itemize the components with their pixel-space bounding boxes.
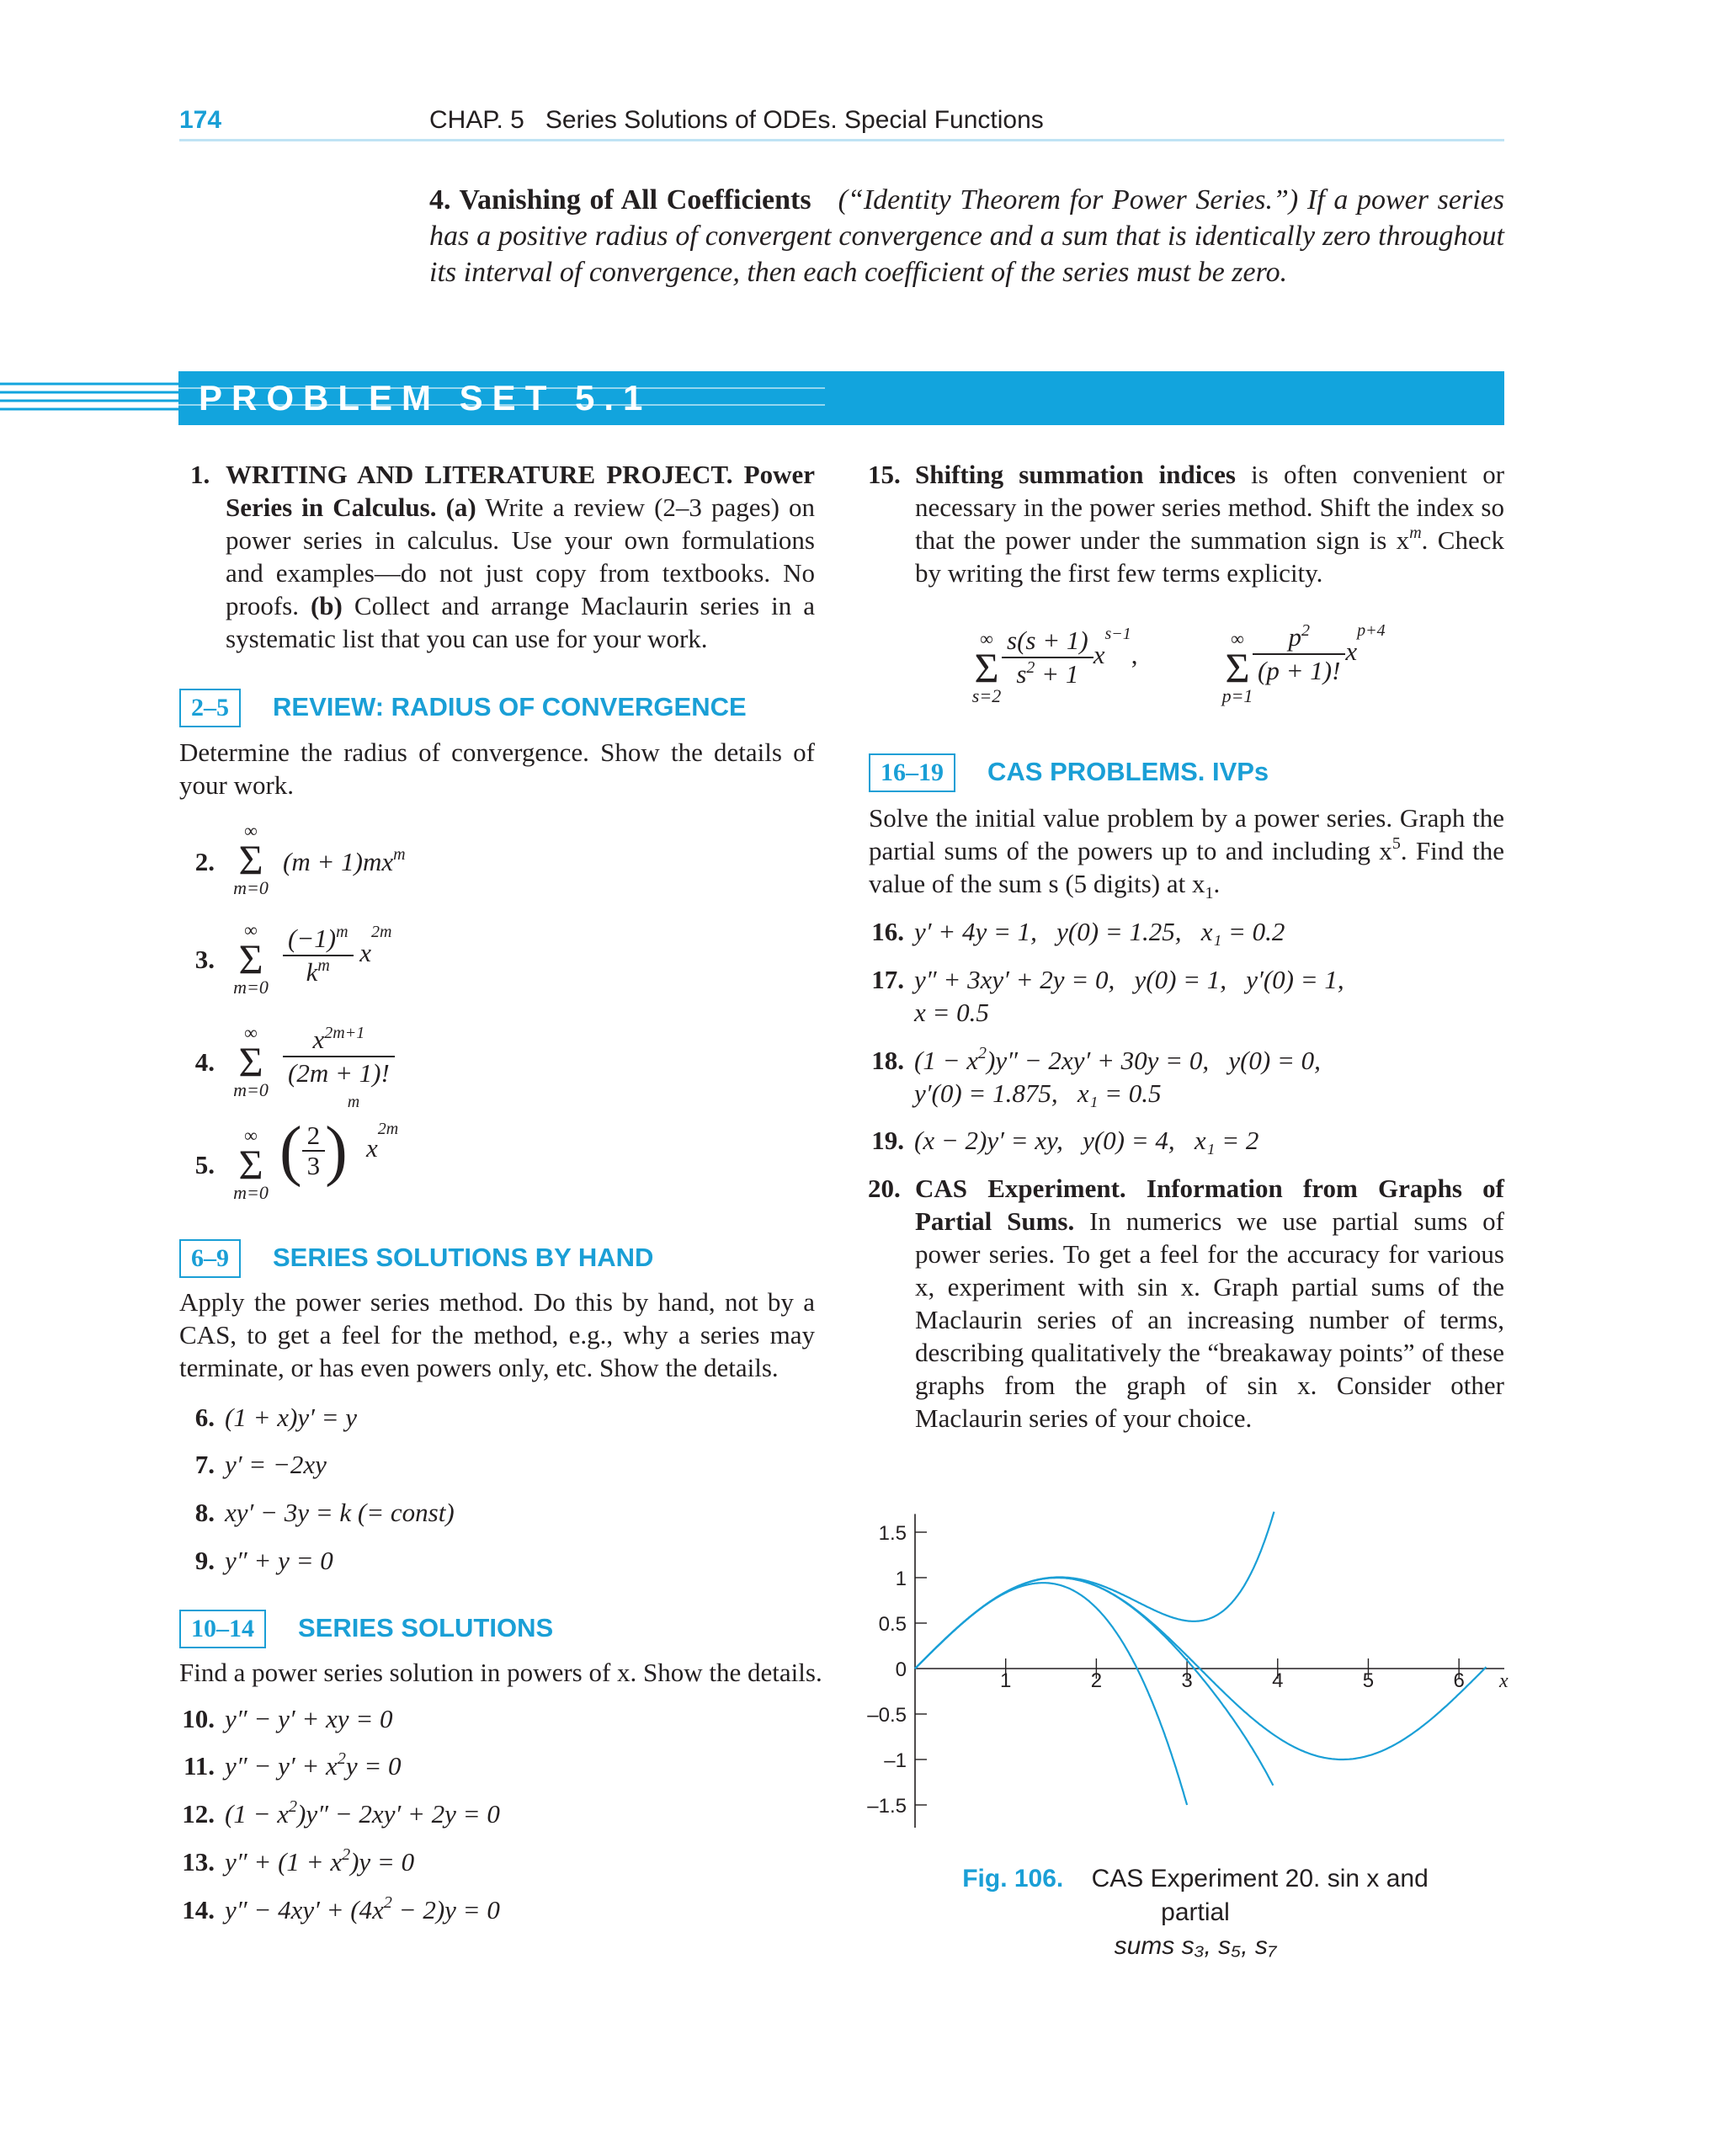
x-tick-label: 6 xyxy=(1453,1669,1465,1692)
summation: ∞ Σ m=0 xyxy=(233,1022,269,1100)
problem-9: 9. y″ + y = 0 xyxy=(194,1546,333,1575)
section-6-9-heading xyxy=(179,1239,653,1278)
x-tick-label: 3 xyxy=(1181,1669,1193,1692)
section-10-14-intro: Find a power series solution in powers of x. Show the details. xyxy=(179,1658,822,1687)
problem-number: 1. xyxy=(190,460,210,489)
y-tick-label: –1.5 xyxy=(867,1795,907,1818)
problem-7: 7. y′ = −2xy xyxy=(194,1450,327,1479)
y-tick-label: 0 xyxy=(895,1658,907,1681)
caption-line-2: sums s₃, s₅, s₇ xyxy=(1114,1932,1277,1960)
problem-2-expression: $(m + 1)mx^m$ xyxy=(283,845,406,876)
figure-label: Fig. 106. xyxy=(962,1865,1064,1892)
section-6-9-intro: Apply the power series method. Do this by hand, not by a CAS, to get a feel for the method, e.g., why a series may terminate, or has even powers only, etc. Show the details. xyxy=(179,1287,815,1382)
chart-labels xyxy=(867,1522,1508,1818)
y-tick-label: –0.5 xyxy=(867,1704,907,1727)
problem-5: 5. xyxy=(194,1150,215,1179)
summation: ∞ Σ m=0 xyxy=(233,919,269,998)
summation: ∞ Σ m=0 xyxy=(233,820,269,898)
summation-p: ∞ Σ p=1 xyxy=(1221,628,1253,706)
problem-4: 4. xyxy=(194,1047,215,1077)
problem-1 xyxy=(190,458,816,655)
section-title: REVIEW: RADIUS OF CONVERGENCE xyxy=(273,692,747,721)
caption-line-1: CAS Experiment 20. sin x and partial xyxy=(1091,1865,1429,1926)
y-tick-label: 1.5 xyxy=(878,1522,907,1545)
problem-10: 10. y″ − y′ + xy = 0 xyxy=(182,1704,393,1733)
problem-8: 8. xy′ − 3y = k (= const) xyxy=(194,1498,455,1527)
y-tick-label: 0.5 xyxy=(878,1613,907,1636)
section-range: 16–19 xyxy=(869,753,955,792)
problem-5-expression: ( $\frac{2}{3}$ )$^m$ $x^{2m}$ xyxy=(279,1093,399,1188)
problem-14: 14. $y'' - 4xy' + (4x^2 - 2)y = 0$ xyxy=(182,1893,500,1924)
summation-s: ∞ Σ s=2 xyxy=(971,628,1002,706)
problem-3: 3. xyxy=(194,945,215,974)
problem-20: 20. CAS Experiment. Information from Graphs of Partial Sums. In numerics we use partial sums of power series. To get a feel for the accuracy for various x, experiment with sin x. Graph partial sums of the Maclaurin series of an increasing number of terms, describing qualitatively the “breakaway points” of these graphs from the graph of sin x. Consider other Maclaurin series of your choice. xyxy=(868,1174,1504,1433)
theorem-label: 4. Vanishing of All Coefficients xyxy=(429,184,811,216)
figure-caption xyxy=(926,1862,1465,1963)
section-range: 6–9 xyxy=(179,1239,241,1278)
part-a-label: (a) xyxy=(445,492,476,522)
y-tick-label: –1 xyxy=(884,1749,907,1772)
p15-term-2: $\frac{p^2}{(p + 1)!}$ $x^{p+4}$ xyxy=(1253,621,1386,687)
section-16-19-heading xyxy=(869,753,1269,792)
problem-16: 16. y′ + 4y = 1, y(0) = 1.25, x₁ = 0.2 xyxy=(871,917,1285,946)
section-16-19-intro: Solve the initial value problem by a power series. Graph the partial sums of the powers up to and including $x^5$. Find the value of the sum s (5 digits) at $x_1$. xyxy=(869,803,1504,903)
section-title: CAS PROBLEMS. IVPs xyxy=(987,757,1269,786)
section-10-14-heading xyxy=(179,1610,553,1648)
x-tick-label: 5 xyxy=(1362,1669,1375,1692)
problem-1-title: WRITING AND LITERATURE PROJECT. Power Series in Calculus. xyxy=(226,460,815,522)
problem-13: 13. $y'' + (1 + x^2)y = 0$ xyxy=(182,1845,415,1877)
problem-19: 19. (x − 2)y′ = xy, y(0) = 4, x₁ = 2 xyxy=(871,1126,1259,1155)
chart-curves xyxy=(915,1512,1487,1805)
curve-s3 xyxy=(915,1583,1187,1805)
figure-106-chart xyxy=(846,1482,1519,1852)
curve-s5 xyxy=(915,1512,1274,1669)
page-number: 174 xyxy=(179,106,222,134)
section-range: 10–14 xyxy=(179,1610,266,1648)
part-a-text: Write a review (2–3 pages) on power series in calculus. Use your own formulations and examples—do not just copy from textbooks. No proofs. xyxy=(226,492,816,620)
section-2-5-heading xyxy=(179,689,747,727)
section-title: SERIES SOLUTIONS BY HAND xyxy=(273,1243,654,1272)
problem-12: 12. $(1 - x^2)y'' - 2xy' + 2y = 0$ xyxy=(182,1797,500,1829)
y-tick-label: 1 xyxy=(895,1568,907,1590)
problem-set-title: PROBLEM SET 5.1 xyxy=(199,378,652,418)
problem-4-expression: $\frac{x^{2m+1}}{(2m + 1)!}$ xyxy=(283,1024,395,1089)
x-tick-label: 1 xyxy=(1000,1669,1012,1692)
running-head: CHAP. 5 Series Solutions of ODEs. Special Functions xyxy=(429,106,1044,134)
problem-18: 18. $(1 - x^2)y'' - 2xy' + 30y = 0$, y(0) = 0, y′(0) = 1.875, x₁ = 0.5 xyxy=(871,1044,1321,1108)
header-rule xyxy=(179,139,1504,141)
x-tick-label: 4 xyxy=(1272,1669,1284,1692)
problem-6: 6. (1 + x)y′ = y xyxy=(194,1403,358,1432)
part-b-text: Collect and arrange Maclaurin series in a systematic list that you can use for your work. xyxy=(226,591,816,653)
summation: ∞ Σ m=0 xyxy=(233,1125,269,1203)
problem-2: 2. xyxy=(194,847,215,876)
p15-term-1: $\frac{s(s + 1)}{s^2 + 1}$ $x^{s-1}$, xyxy=(1002,625,1138,690)
section-title: SERIES SOLUTIONS xyxy=(298,1613,554,1642)
section-range: 2–5 xyxy=(179,689,241,727)
problem-3-expression: $\frac{(-1)^m}{k^m}$ $x^{2m}$ xyxy=(283,923,392,988)
section-2-5-intro: Determine the radius of convergence. Show the details of your work. xyxy=(179,737,815,800)
x-axis-label: x xyxy=(1499,1670,1508,1692)
theorem-4 xyxy=(429,182,1504,290)
problem-11: 11. $y'' - y' + x^2y = 0$ xyxy=(183,1749,402,1781)
theorem-text: (“Identity Theorem for Power Series.”) If a power series has a positive radius of convergent convergence and a sum that is identically zero throughout its interval of convergence, then each coefficient of the series must be zero. xyxy=(429,184,1504,288)
part-b-label: (b) xyxy=(310,591,343,620)
problem-15: 15. Shifting summation indices is often convenient or necessary in the power series method. Shift the index so that the power under the summation sign is $x^m$. Check by writing the first few terms explicity. xyxy=(868,460,1505,588)
problem-17: 17. y″ + 3xy′ + 2y = 0, y(0) = 1, y′(0) = 1, x = 0.5 xyxy=(871,965,1344,1027)
x-tick-label: 2 xyxy=(1090,1669,1103,1692)
